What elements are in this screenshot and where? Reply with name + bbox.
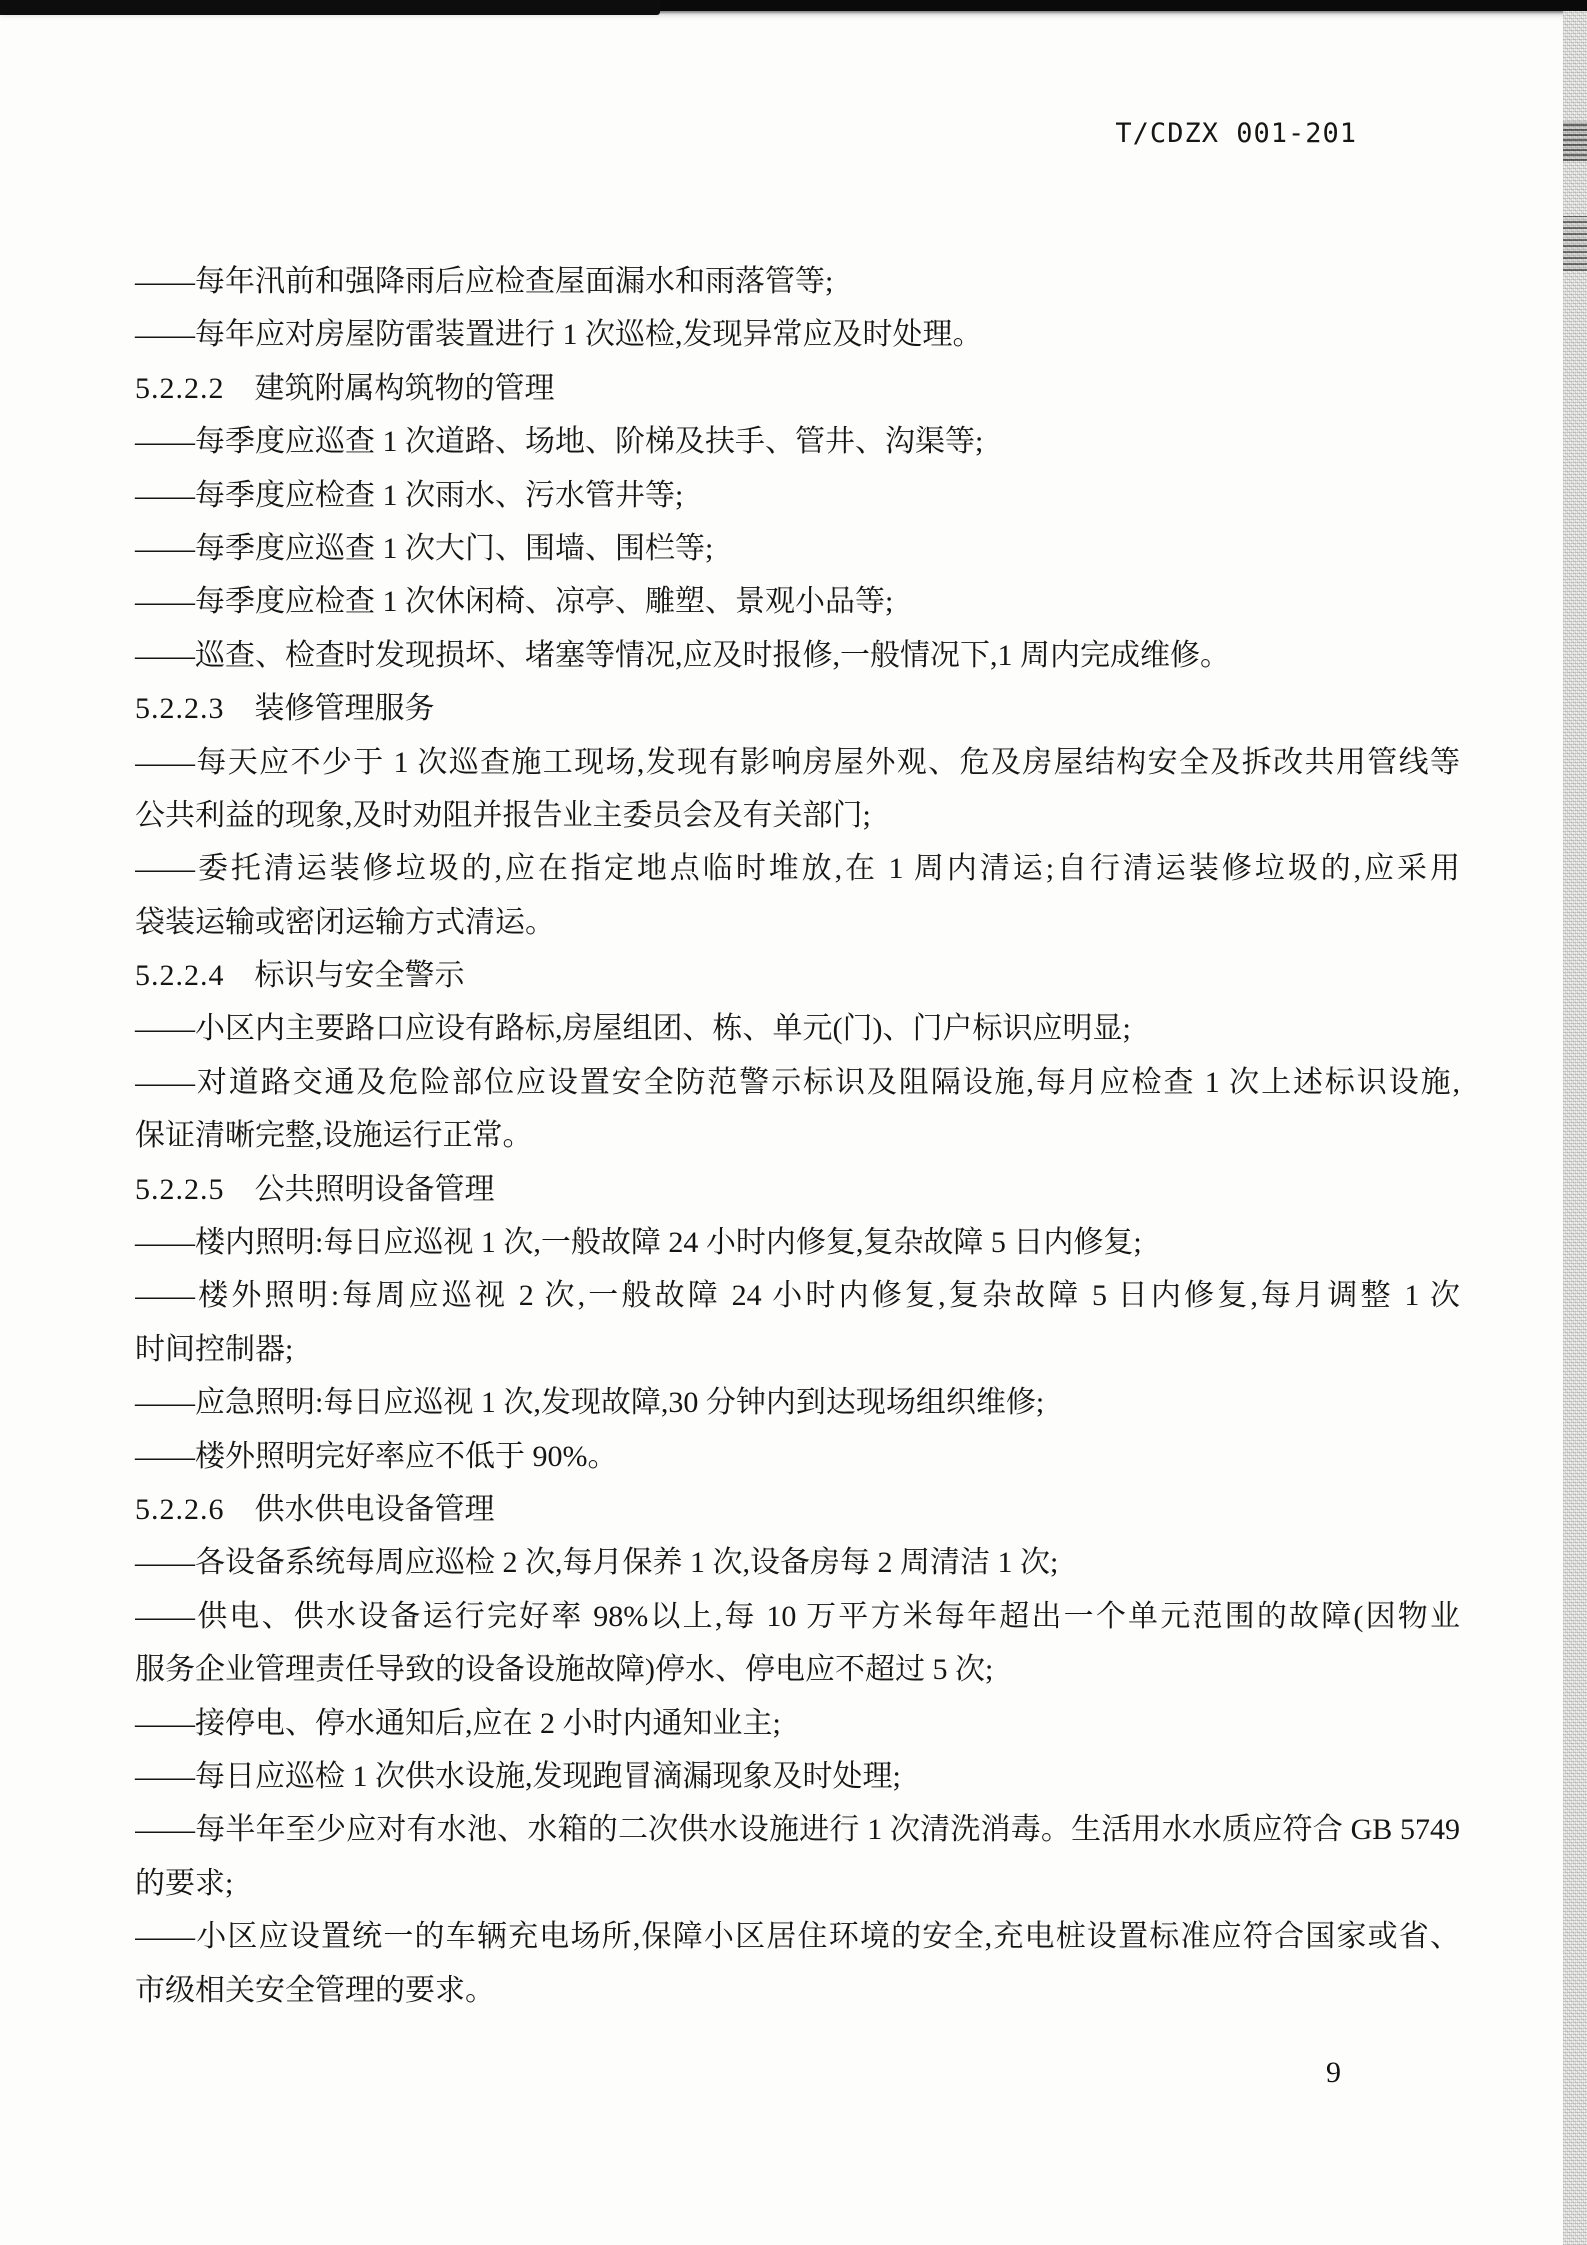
scan-edge-artifact-top-left [0, 0, 660, 15]
text-line: 的要求; [135, 1866, 234, 1900]
text-line: ——每季度应巡查 1 次道路、场地、阶梯及扶手、管井、沟渠等; [135, 425, 984, 459]
section-number: 5.2.2.5 [135, 1172, 225, 1206]
section-number: 5.2.2.2 [135, 371, 225, 405]
section-title: 标识与安全警示 [254, 959, 465, 993]
text-line: ——每季度应巡查 1 次大门、围墙、围栏等; [135, 531, 714, 565]
section-title: 装修管理服务 [254, 692, 435, 726]
text-line: 时间控制器; [135, 1332, 294, 1366]
scan-smudge [1563, 121, 1587, 161]
section-title: 公共照明设备管理 [254, 1172, 495, 1206]
text-line: 市级相关安全管理的要求。 [135, 1973, 495, 2007]
section-title: 供水供电设备管理 [254, 1492, 495, 1526]
section-heading [135, 362, 1460, 415]
section-heading [135, 1163, 1460, 1216]
scan-noise-strip-right [1563, 11, 1587, 2245]
section-heading [135, 949, 1460, 1002]
text-line: ——每年应对房屋防雷装置进行 1 次巡检,发现异常应及时处理。 [135, 318, 983, 352]
text-line: ——每日应巡检 1 次供水设施,发现跑冒滴漏现象及时处理; [135, 1759, 901, 1793]
text-line: ——每季度应检查 1 次雨水、污水管井等; [135, 478, 684, 512]
text-line: ——接停电、停水通知后,应在 2 小时内通知业主; [135, 1706, 781, 1740]
text-line: ——各设备系统每周应巡检 2 次,每月保养 1 次,设备房每 2 周清洁 1 次; [135, 1546, 1059, 1580]
text-line: ——每季度应检查 1 次休闲椅、凉亭、雕塑、景观小品等; [135, 585, 894, 619]
text-line: ——每年汛前和强降雨后应检查屋面漏水和雨落管等; [135, 265, 834, 298]
text-line: ——每半年至少应对有水池、水箱的二次供水设施进行 1 次清洗消毒。生活用水水质应符合 GB 5749 [135, 1813, 1460, 1847]
text-line: 保证清晰完整,设施运行正常。 [135, 1119, 533, 1153]
text-line: 服务企业管理责任导致的设备设施故障)停水、停电应不超过 5 次; [135, 1653, 994, 1687]
section-number: 5.2.2.3 [135, 692, 225, 726]
text-line: ——供电、供水设备运行完好率 98%以上,每 10 万平方米每年超出一个单元范围的故障(因物业 [135, 1599, 1460, 1633]
text-line: 公共利益的现象,及时劝阻并报告业主委员会及有关部门; [135, 798, 871, 832]
text-line: ——巡查、检查时发现损坏、堵塞等情况,应及时报修,一般情况下,1 周内完成维修。 [135, 638, 1230, 672]
text-line: ——每天应不少于 1 次巡查施工现场,发现有影响房屋外观、危及房屋结构安全及拆改共用管线等 [135, 745, 1460, 779]
section-number: 5.2.2.6 [135, 1492, 225, 1526]
text-line: ——应急照明:每日应巡视 1 次,发现故障,30 分钟内到达现场组织维修; [135, 1386, 1045, 1420]
section-title: 建筑附属构筑物的管理 [254, 371, 555, 405]
text-line: ——楼外照明:每周应巡视 2 次,一般故障 24 小时内修复,复杂故障 5 日内修复,每月调整 1 次 [135, 1279, 1460, 1313]
text-line: ——委托清运装修垃圾的,应在指定地点临时堆放,在 1 周内清运;自行清运装修垃圾的,应采用 [135, 852, 1460, 886]
section-heading [135, 682, 1460, 735]
section-number: 5.2.2.4 [135, 959, 225, 993]
text-line: ——对道路交通及危险部位应设置安全防范警示标识及阻隔设施,每月应检查 1 次上述标识设施, [135, 1065, 1460, 1099]
section-heading [135, 1483, 1460, 1536]
text-line: ——楼内照明:每日应巡视 1 次,一般故障 24 小时内修复,复杂故障 5 日内修复; [135, 1226, 1142, 1260]
text-line: ——小区应设置统一的车辆充电场所,保障小区居住环境的安全,充电桩设置标准应符合国家或省、 [135, 1920, 1460, 1954]
document-reference-code: T/CDZX 001-201 [1115, 118, 1357, 149]
text-line: ——楼外照明完好率应不低于 90%。 [135, 1439, 618, 1473]
document-body [135, 255, 1460, 2017]
text-line: 袋装运输或密闭运输方式清运。 [135, 905, 555, 939]
page-number: 9 [1326, 2056, 1341, 2089]
text-line: ——小区内主要路口应设有路标,房屋组团、栋、单元(门)、门户标识应明显; [135, 1012, 1131, 1046]
scan-smudge [1563, 216, 1587, 271]
